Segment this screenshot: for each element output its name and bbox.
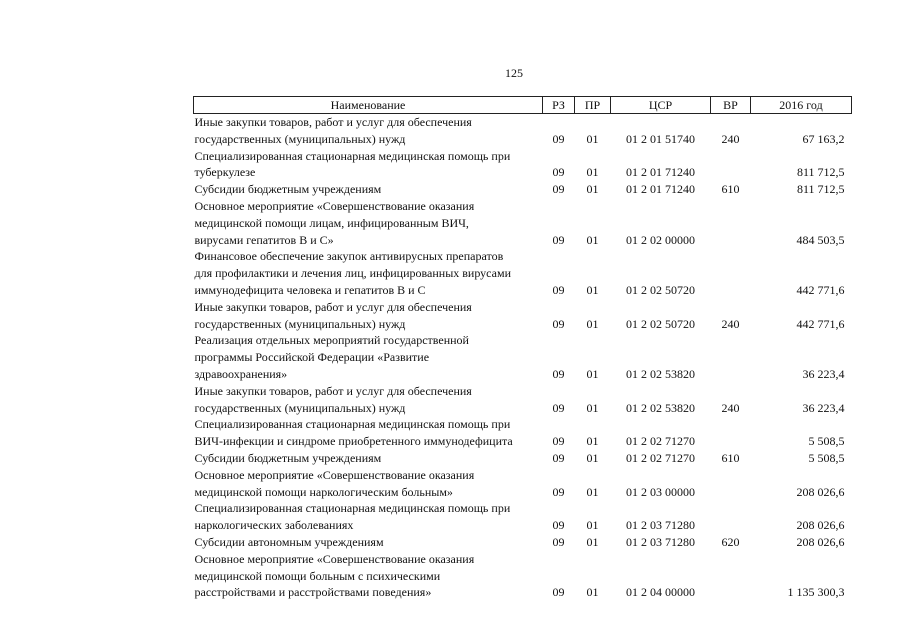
row-vr bbox=[711, 248, 751, 298]
row-csr: 01 2 04 00000 bbox=[626, 585, 695, 600]
row-rz: 09 bbox=[552, 434, 565, 449]
row-pr: 01 bbox=[586, 450, 599, 465]
row-name-line: Субсидии автономным учреждениям bbox=[194, 534, 384, 549]
row-name-line: Основное мероприятие «Совершенствование оказания bbox=[194, 467, 475, 482]
row-rz: 09 bbox=[552, 484, 565, 499]
row-name bbox=[194, 299, 543, 333]
row-vr bbox=[711, 332, 751, 382]
row-csr: 01 2 02 53820 bbox=[626, 400, 695, 415]
table-row bbox=[194, 198, 852, 248]
row-pr: 01 bbox=[586, 434, 599, 449]
row-pr: 01 bbox=[586, 400, 599, 415]
row-vr bbox=[711, 148, 751, 182]
row-name-line: Специализированная стационарная медицинская помощь при bbox=[194, 417, 511, 432]
table-row bbox=[194, 383, 852, 417]
row-name bbox=[194, 332, 543, 382]
row-pr: 01 bbox=[586, 316, 599, 331]
row-rz: 09 bbox=[552, 400, 565, 415]
row-name-line: программы Российской Федерации «Развитие bbox=[194, 350, 430, 365]
row-pr: 01 bbox=[586, 518, 599, 533]
row-name bbox=[194, 416, 543, 450]
header-csr: ЦСР bbox=[611, 97, 711, 114]
row-amount: 442 771,6 bbox=[796, 316, 845, 331]
row-amount: 442 771,6 bbox=[796, 282, 845, 297]
row-pr: 01 bbox=[586, 131, 599, 146]
row-rz: 09 bbox=[552, 316, 565, 331]
row-vr bbox=[711, 416, 751, 450]
row-name-line: вирусами гепатитов В и С» bbox=[194, 232, 334, 247]
row-name-line: медицинской помощи больным с психическими bbox=[194, 568, 441, 583]
table-row bbox=[194, 534, 852, 551]
row-pr: 01 bbox=[586, 484, 599, 499]
row-pr: 01 bbox=[586, 585, 599, 600]
row-amount: 36 223,4 bbox=[802, 400, 845, 415]
row-name bbox=[194, 181, 543, 198]
row-name-line: Основное мероприятие «Совершенствование оказания bbox=[194, 551, 475, 566]
row-name-line: для профилактики и лечения лиц, инфицированных вирусами bbox=[194, 266, 511, 281]
row-rz: 09 bbox=[552, 366, 565, 381]
row-rz: 09 bbox=[552, 534, 565, 549]
row-vr: 610 bbox=[721, 450, 740, 465]
row-name bbox=[194, 198, 543, 248]
row-name bbox=[194, 551, 543, 601]
row-csr: 01 2 01 71240 bbox=[626, 182, 695, 197]
row-csr: 01 2 03 71280 bbox=[626, 518, 695, 533]
row-csr: 01 2 02 00000 bbox=[626, 232, 695, 247]
table-row bbox=[194, 450, 852, 467]
row-name-line: Специализированная стационарная медицинская помощь при bbox=[194, 501, 511, 516]
row-name bbox=[194, 114, 543, 148]
row-amount: 5 508,5 bbox=[808, 450, 845, 465]
row-rz: 09 bbox=[552, 282, 565, 297]
row-vr bbox=[711, 551, 751, 601]
header-pr: ПР bbox=[575, 97, 611, 114]
row-csr: 01 2 01 71240 bbox=[626, 165, 695, 180]
row-name-line: Специализированная стационарная медицинская помощь при bbox=[194, 148, 511, 163]
table-row bbox=[194, 181, 852, 198]
row-name-line: расстройствами и расстройствами поведения» bbox=[194, 585, 432, 600]
row-rz: 09 bbox=[552, 450, 565, 465]
row-name-line: наркологических заболеваниях bbox=[194, 518, 354, 533]
budget-table bbox=[193, 96, 852, 601]
row-name bbox=[194, 450, 543, 467]
header-rz: РЗ bbox=[543, 97, 575, 114]
table-row bbox=[194, 500, 852, 534]
table-row bbox=[194, 551, 852, 601]
header-name: Наименование bbox=[194, 97, 543, 114]
row-name-line: Реализация отдельных мероприятий государственной bbox=[194, 333, 469, 348]
page-number: 125 bbox=[505, 66, 523, 80]
row-name bbox=[194, 248, 543, 298]
row-name-line: иммунодефицита человека и гепатитов В и С bbox=[194, 282, 426, 297]
row-csr: 01 2 03 71280 bbox=[626, 534, 695, 549]
row-name-line: государственных (муниципальных) нужд bbox=[194, 400, 406, 415]
row-name bbox=[194, 500, 543, 534]
row-vr: 240 bbox=[721, 131, 740, 146]
row-name-line: Субсидии бюджетным учреждениям bbox=[194, 450, 382, 465]
row-amount: 1 135 300,3 bbox=[787, 585, 845, 600]
header-vr: ВР bbox=[711, 97, 751, 114]
row-pr: 01 bbox=[586, 232, 599, 247]
row-pr: 01 bbox=[586, 282, 599, 297]
row-name-line: Иные закупки товаров, работ и услуг для обеспечения bbox=[194, 115, 472, 129]
table-row bbox=[194, 416, 852, 450]
row-name-line: Основное мероприятие «Совершенствование оказания bbox=[194, 198, 475, 213]
row-name bbox=[194, 534, 543, 551]
row-amount: 67 163,2 bbox=[802, 131, 845, 146]
row-csr: 01 2 02 50720 bbox=[626, 282, 695, 297]
row-amount: 811 712,5 bbox=[796, 182, 845, 197]
row-amount: 208 026,6 bbox=[796, 518, 845, 533]
row-rz: 09 bbox=[552, 165, 565, 180]
row-amount: 5 508,5 bbox=[808, 434, 845, 449]
row-vr: 240 bbox=[721, 316, 740, 331]
row-pr: 01 bbox=[586, 534, 599, 549]
row-rz: 09 bbox=[552, 585, 565, 600]
table-row bbox=[194, 248, 852, 298]
row-name-line: государственных (муниципальных) нужд bbox=[194, 316, 406, 331]
row-name-line: медицинской помощи наркологическим больным» bbox=[194, 484, 453, 499]
row-csr: 01 2 02 71270 bbox=[626, 434, 695, 449]
row-vr: 240 bbox=[721, 400, 740, 415]
row-vr bbox=[711, 467, 751, 501]
table-body bbox=[194, 114, 852, 602]
row-csr: 01 2 03 00000 bbox=[626, 484, 695, 499]
row-name-line: медицинской помощи лицам, инфицированным ВИЧ, bbox=[194, 215, 469, 230]
row-csr: 01 2 02 53820 bbox=[626, 366, 695, 381]
row-name-line: Финансовое обеспечение закупок антивирусных препаратов bbox=[194, 249, 504, 264]
row-csr: 01 2 01 51740 bbox=[626, 131, 695, 146]
row-name-line: Иные закупки товаров, работ и услуг для обеспечения bbox=[194, 383, 472, 398]
row-amount: 208 026,6 bbox=[796, 534, 845, 549]
row-vr bbox=[711, 198, 751, 248]
row-name bbox=[194, 467, 543, 501]
row-vr: 610 bbox=[721, 182, 740, 197]
table-row bbox=[194, 467, 852, 501]
row-amount: 208 026,6 bbox=[796, 484, 845, 499]
row-name-line: здравоохранения» bbox=[194, 366, 288, 381]
row-name-line: Иные закупки товаров, работ и услуг для обеспечения bbox=[194, 299, 472, 314]
row-vr: 620 bbox=[721, 534, 740, 549]
row-rz: 09 bbox=[552, 131, 565, 146]
table-row bbox=[194, 148, 852, 182]
row-amount: 484 503,5 bbox=[796, 232, 845, 247]
row-name-line: ВИЧ-инфекции и синдроме приобретенного иммунодефицита bbox=[194, 434, 513, 449]
row-amount: 36 223,4 bbox=[802, 366, 845, 381]
row-csr: 01 2 02 71270 bbox=[626, 450, 695, 465]
table-header-row bbox=[194, 97, 852, 114]
row-pr: 01 bbox=[586, 182, 599, 197]
row-vr bbox=[711, 500, 751, 534]
row-name-line: государственных (муниципальных) нужд bbox=[194, 131, 406, 146]
row-name bbox=[194, 383, 543, 417]
table-row bbox=[194, 332, 852, 382]
row-pr: 01 bbox=[586, 366, 599, 381]
row-pr: 01 bbox=[586, 165, 599, 180]
row-rz: 09 bbox=[552, 518, 565, 533]
table-row bbox=[194, 114, 852, 148]
row-rz: 09 bbox=[552, 232, 565, 247]
row-name-line: Субсидии бюджетным учреждениям bbox=[194, 182, 382, 197]
row-rz: 09 bbox=[552, 182, 565, 197]
row-name-line: туберкулезе bbox=[194, 165, 256, 180]
header-year: 2016 год bbox=[751, 97, 852, 114]
row-name bbox=[194, 148, 543, 182]
row-csr: 01 2 02 50720 bbox=[626, 316, 695, 331]
table-row bbox=[194, 299, 852, 333]
row-amount: 811 712,5 bbox=[796, 165, 845, 180]
